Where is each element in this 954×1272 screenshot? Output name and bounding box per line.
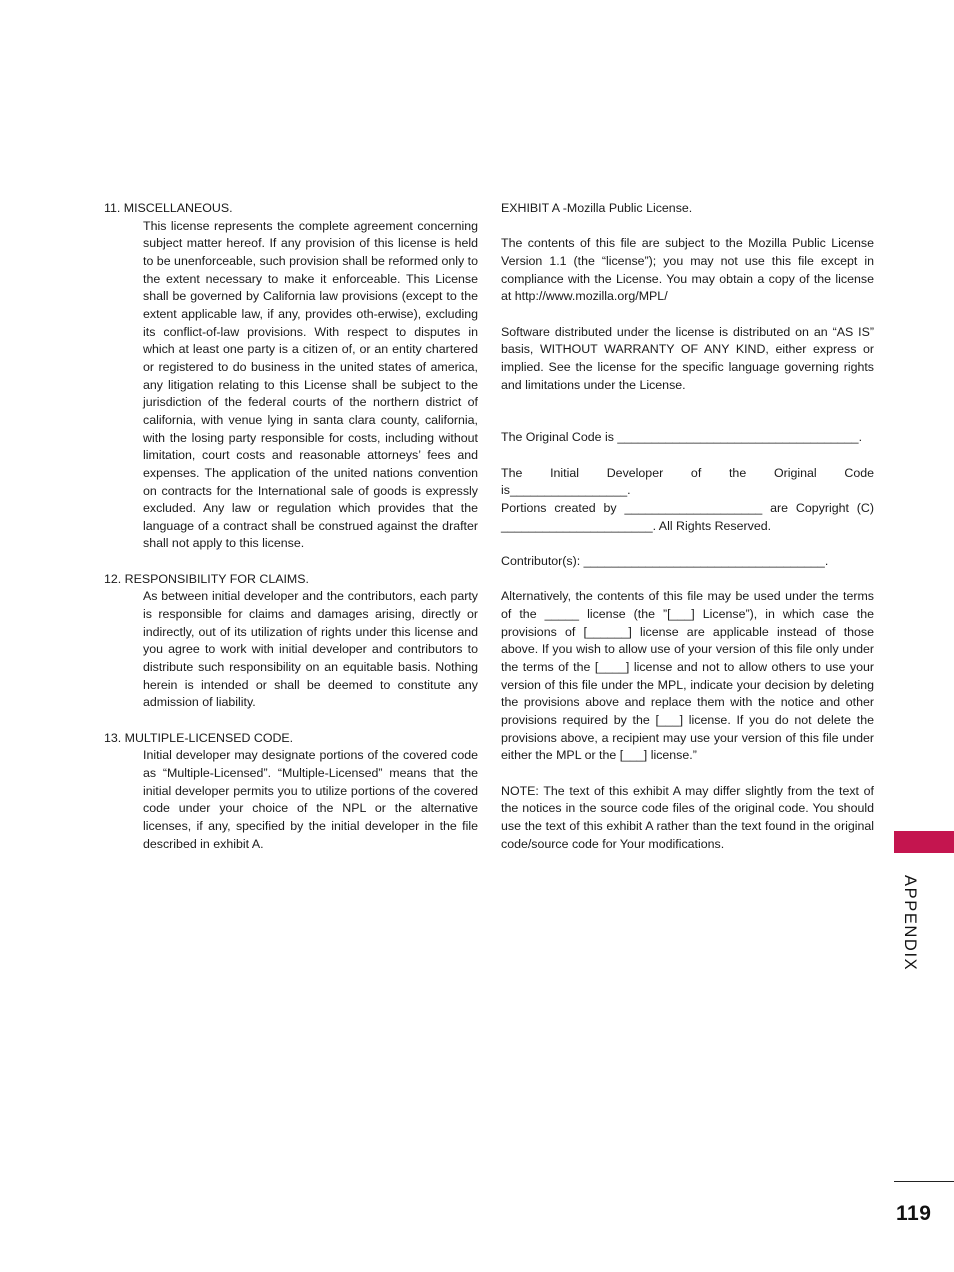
original-code-line: The Original Code is ___________________________________. xyxy=(501,430,863,445)
section-13-body: Initial developer may designate portions of the covered code as “Multiple-Licensed”. “Multiple-Licensed” means that the initial developer permits you to utilize portions of the covered code under your choice of the NPL or the alternative licenses, if any, specified by the initial developer in the file described in exhibit A. xyxy=(143,748,478,851)
section-11-heading: 11. MISCELLANEOUS. xyxy=(104,201,233,215)
exhibit-title: EXHIBIT A -Mozilla Public License. xyxy=(501,201,693,215)
initial-developer-blank: is_________________. xyxy=(501,483,631,498)
right-column xyxy=(501,200,874,871)
appendix-tab-marker xyxy=(894,831,954,853)
section-11-body: This license represents the complete agreement concerning subject matter hereof. If any provision of this license is held to be unenforceable, such provision shall be reformed only to the extent necessary to make it enforceable. This License shall be governed by California law provisions (except to the extent applicable law, if any, provides oth-erwise), excluding its conflict-of-law provisions. With respect to disputes in which at least one party is a citizen of, or an entity chartered or registered to do business in the united states of america, any litigation relating to this License shall be subject to the jurisdiction of the federal courts of the northern district of california, with venue lying in santa clara county, california, with the losing party responsible for costs, including without limitation, court costs and reasonable attorneys’ fees and expenses. The application of the united nations convention on contracts for the International sale of goods is expressly excluded. Any law or regulation which provides that the language of a contract shall be construed against the drafter shall not apply to this license. xyxy=(143,218,478,551)
alternative-license-paragraph: Alternatively, the contents of this file may be used under the terms of the _____ license (the ”[___] License”), in which case the provisions of [______] license are applicable instead of those above. If you wish to allow use of your version of this file only under the terms of the [____] license and not to allow others to use your version of this file under the MPL, indicate your decision by deleting the provisions above and replace them with the notice and other provisions required by the [___] license. If you do not delete the provisions above, a recipient may use your version of this file under either the MPL or the [___] license.” xyxy=(501,589,874,763)
appendix-tab-label: APPENDIX xyxy=(901,875,919,972)
portions-line: Portions created by ____________________ are Copyright (C) xyxy=(501,501,874,516)
contributors-line: Contributor(s): ___________________________________. xyxy=(501,554,829,569)
page-number: 119 xyxy=(896,1202,932,1225)
section-12-heading: 12. RESPONSIBILITY FOR CLAIMS. xyxy=(104,571,309,586)
rights-reserved-line: ______________________. All Rights Reserved. xyxy=(501,518,772,533)
warranty-paragraph: Software distributed under the license is distributed on an “AS IS” basis, WITHOUT WARRANTY OF ANY KIND, either express or implied. See the license for the specific language governing rights and limitations under the License. xyxy=(501,324,874,392)
left-column xyxy=(104,200,478,871)
initial-developer-line: The Initial Developer of the Original Code xyxy=(501,465,874,480)
section-13-heading: 13. MULTIPLE-LICENSED CODE. xyxy=(104,730,294,745)
section-12-body: As between initial developer and the contributors, each party is responsible for claims and damages arising, directly or indirectly, out of its utilization of rights under this license and you agree to work with initial developer and contributors to distribute such responsibility on an equitable basis. Nothing herein is intended or shall be deemed to constitute any admission of liability. xyxy=(143,589,478,710)
note-paragraph: NOTE: The text of this exhibit A may differ slightly from the text of the notices in the source code files of the original code. You should use the text of this exhibit A rather than the text found in the original code/source code for Your modifications. xyxy=(501,783,874,851)
page-number-rule xyxy=(894,1181,954,1182)
license-contents-paragraph: The contents of this file are subject to the Mozilla Public License Version 1.1 (the “license”); you may not use this file except in compliance with the License. You may obtain a copy of the license at http://www.mozilla.org/MPL/ xyxy=(501,236,874,304)
